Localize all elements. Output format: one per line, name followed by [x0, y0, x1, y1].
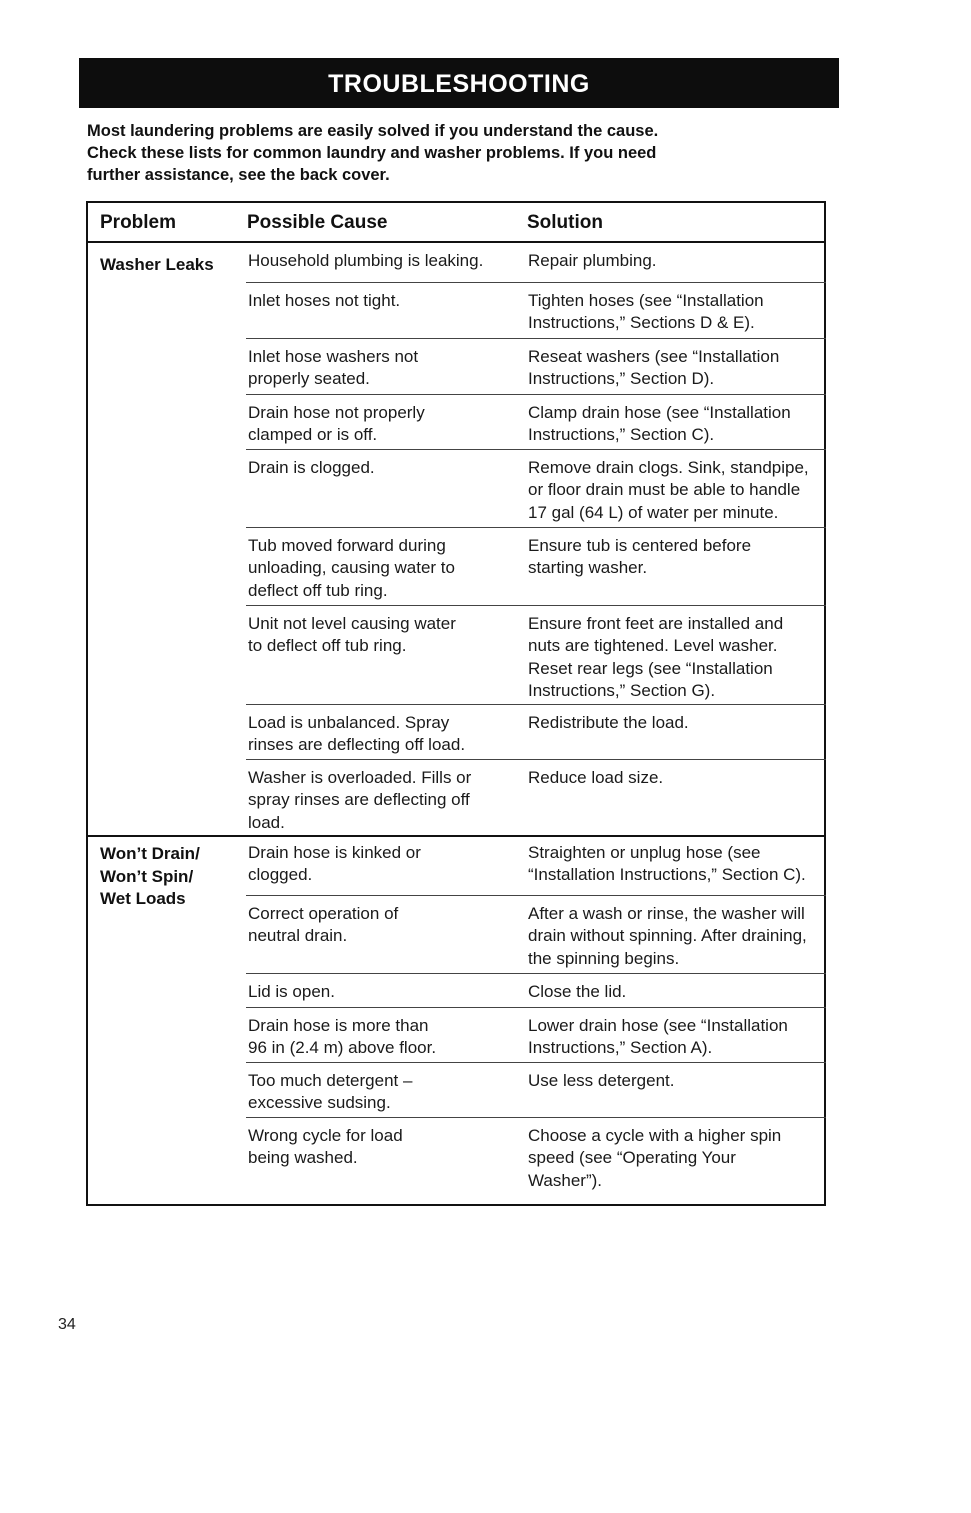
solution-cell — [528, 457, 828, 524]
cause-line: 96 in (2.4 m) above floor. — [248, 1038, 437, 1058]
cause-line: excessive sudsing. — [248, 1093, 391, 1113]
troubleshooting-table — [86, 201, 826, 1206]
solution-line: or floor drain must be able to handle — [528, 480, 801, 500]
solution-line: Choose a cycle with a higher spin — [528, 1126, 782, 1145]
solution-line: Close the lid. — [528, 982, 627, 1001]
solution-line: After a wash or rinse, the washer will — [528, 904, 805, 923]
solution-cell — [528, 903, 828, 970]
cause-cell — [248, 250, 518, 272]
cause-line: neutral drain. — [248, 926, 348, 946]
cause-cell — [248, 402, 518, 447]
solution-line: nuts are tightened. Level washer. — [528, 636, 778, 656]
intro-line: Check these lists for common laundry and washer problems. If you need — [87, 144, 657, 162]
column-header-problem: Problem — [100, 212, 177, 233]
solution-cell — [528, 767, 828, 789]
cause-cell — [248, 457, 518, 479]
problem-group-wont-drain — [88, 835, 826, 1206]
solution-line: Reseat washers (see “Installation — [528, 347, 780, 366]
solution-cell — [528, 1125, 828, 1192]
cause-cell — [248, 981, 518, 1003]
solution-cell — [528, 346, 828, 391]
cause-line: clogged. — [248, 865, 313, 885]
solution-line: drain without spinning. After draining, — [528, 926, 807, 946]
cause-line: Tub moved forward during — [248, 536, 446, 555]
intro-line: further assistance, see the back cover. — [87, 166, 390, 184]
solution-line: Instructions,” Section G). — [528, 680, 716, 700]
cause-line: being washed. — [248, 1148, 358, 1168]
page-title: TROUBLESHOOTING — [79, 58, 839, 108]
problem-label-line: Won’t Spin/ — [100, 866, 194, 886]
solution-line: Tighten hoses (see “Installation — [528, 291, 764, 310]
problem-label-line: Washer Leaks — [100, 255, 214, 274]
solution-line: Clamp drain hose (see “Installation — [528, 403, 791, 422]
cause-cell — [248, 290, 518, 312]
page-number: 34 — [58, 1316, 76, 1333]
cause-line: Correct operation of — [248, 904, 399, 923]
cause-cell — [248, 535, 518, 602]
table-row — [246, 973, 826, 1008]
cause-line: Washer is overloaded. Fills or — [248, 768, 472, 787]
cause-line: Inlet hose washers not — [248, 347, 419, 366]
table-row — [246, 243, 826, 282]
solution-line: Reduce load size. — [528, 768, 664, 787]
cause-line: properly seated. — [248, 369, 370, 389]
cause-cell — [248, 613, 518, 658]
solution-line: “Installation Instructions,” Section C). — [528, 865, 806, 885]
cause-line: unloading, causing water to — [248, 558, 455, 578]
table-row — [246, 449, 826, 528]
solution-line: Ensure tub is centered before — [528, 536, 752, 555]
table-row — [246, 704, 826, 760]
cause-cell — [248, 842, 518, 887]
problem-label — [100, 254, 214, 277]
cause-line: spray rinses are deflecting off — [248, 790, 470, 810]
table-row — [246, 605, 826, 705]
solution-line: speed (see “Operating Your — [528, 1148, 736, 1168]
intro-line: Most laundering problems are easily solved if you understand the cause. — [87, 122, 659, 140]
solution-line: Instructions,” Section C). — [528, 425, 715, 445]
solution-line: Instructions,” Section A). — [528, 1038, 713, 1058]
cause-line: Lid is open. — [248, 982, 335, 1001]
cause-line: load. — [248, 812, 285, 832]
table-row — [246, 1117, 826, 1207]
problem-label — [100, 843, 200, 911]
solution-cell — [528, 981, 828, 1003]
solution-line: Instructions,” Sections D & E). — [528, 313, 755, 333]
column-header-cause: Possible Cause — [247, 212, 388, 233]
cause-cell — [248, 1125, 518, 1170]
cause-line: deflect off tub ring. — [248, 580, 388, 600]
solution-line: 17 gal (64 L) of water per minute. — [528, 502, 779, 522]
cause-cell — [248, 712, 518, 757]
solution-line: Use less detergent. — [528, 1071, 675, 1090]
solution-cell — [528, 613, 828, 702]
solution-cell — [528, 402, 828, 447]
cause-cell — [248, 1015, 518, 1060]
table-row — [246, 759, 826, 836]
solution-line: Reset rear legs (see “Installation — [528, 658, 773, 678]
solution-line: Ensure front feet are installed and — [528, 614, 784, 633]
column-header-solution: Solution — [527, 212, 603, 233]
cause-line: Drain is clogged. — [248, 458, 375, 477]
table-row — [246, 895, 826, 974]
table-row — [246, 282, 826, 339]
intro-paragraph — [87, 120, 847, 186]
table-row — [246, 835, 826, 895]
cause-line: Drain hose not properly — [248, 403, 425, 422]
cause-line: rinses are deflecting off load. — [248, 735, 466, 755]
solution-cell — [528, 250, 828, 272]
table-row — [246, 527, 826, 606]
cause-line: Unit not level causing water — [248, 614, 456, 633]
table-row — [246, 338, 826, 395]
solution-cell — [528, 1015, 828, 1060]
problem-label-line: Won’t Drain/ — [100, 844, 200, 863]
solution-cell — [528, 290, 828, 335]
problem-group-washer-leaks — [88, 243, 826, 835]
solution-line: starting washer. — [528, 558, 648, 578]
solution-line: Instructions,” Section D). — [528, 369, 715, 389]
cause-line: Household plumbing is leaking. — [248, 251, 484, 270]
cause-line: Load is unbalanced. Spray — [248, 713, 450, 732]
solution-line: Remove drain clogs. Sink, standpipe, — [528, 458, 809, 477]
solution-line: Redistribute the load. — [528, 713, 689, 732]
solution-line: Repair plumbing. — [528, 251, 657, 270]
solution-cell — [528, 535, 828, 580]
solution-cell — [528, 842, 828, 887]
cause-line: Too much detergent – — [248, 1071, 413, 1090]
cause-cell — [248, 346, 518, 391]
cause-line: Inlet hoses not tight. — [248, 291, 401, 310]
cause-line: clamped or is off. — [248, 425, 378, 445]
solution-line: Washer”). — [528, 1170, 602, 1190]
cause-cell — [248, 903, 518, 948]
solution-line: the spinning begins. — [528, 948, 680, 968]
cause-line: Drain hose is kinked or — [248, 843, 421, 862]
table-row — [246, 1007, 826, 1063]
table-row — [246, 394, 826, 450]
cause-line: Drain hose is more than — [248, 1016, 429, 1035]
cause-cell — [248, 767, 518, 834]
problem-label-line: Wet Loads — [100, 889, 186, 908]
solution-line: Lower drain hose (see “Installation — [528, 1016, 788, 1035]
table-header — [88, 203, 826, 243]
cause-line: Wrong cycle for load — [248, 1126, 403, 1145]
solution-cell — [528, 1070, 828, 1092]
cause-line: to deflect off tub ring. — [248, 636, 407, 656]
solution-line: Straighten or unplug hose (see — [528, 843, 761, 862]
table-row — [246, 1062, 826, 1118]
cause-cell — [248, 1070, 518, 1115]
solution-cell — [528, 712, 828, 734]
